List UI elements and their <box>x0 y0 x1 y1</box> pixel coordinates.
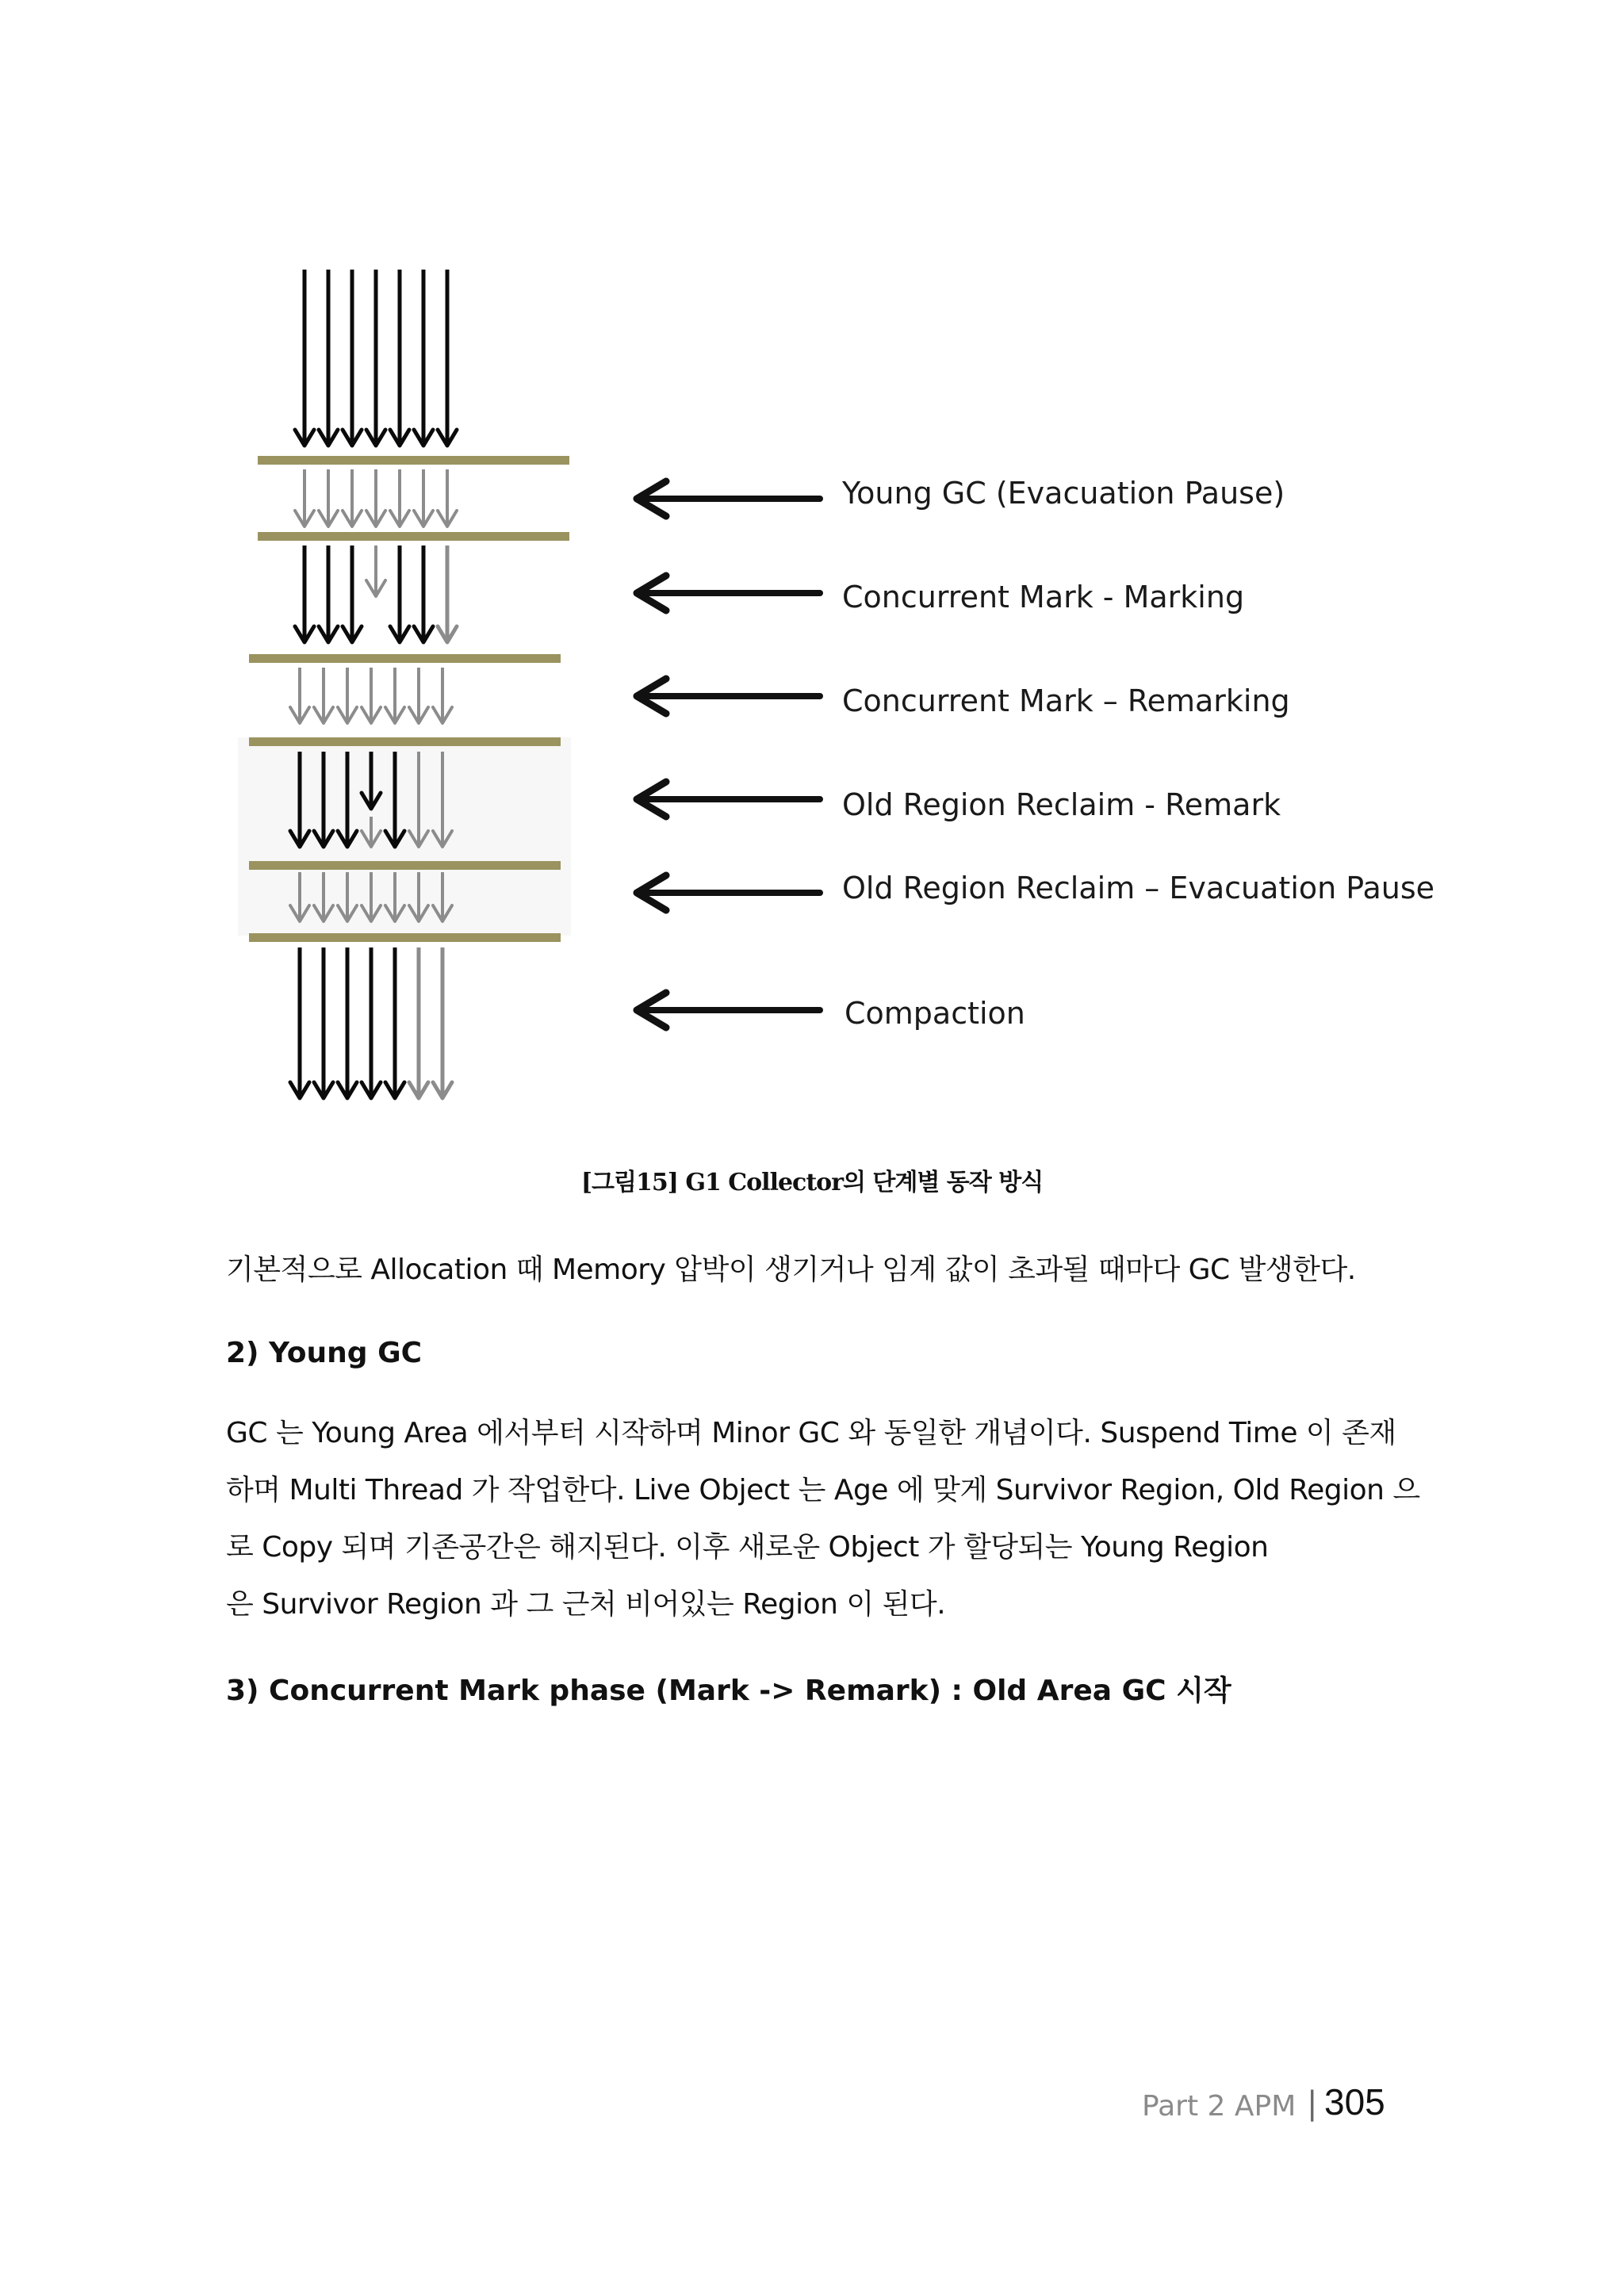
paragraph-line: 로 Copy 되며 기존공간은 해지된다. 이후 새로운 Object 가 할당되는 Young Region <box>226 1531 1269 1564</box>
down-arrow <box>390 469 409 526</box>
stage-pointer-arrow <box>637 875 820 910</box>
section-heading-young-gc: 2) Young GC <box>226 1337 423 1369</box>
down-arrow <box>433 668 452 723</box>
stage-pointer-arrow <box>637 993 820 1028</box>
stage-label-concurrent-marking: Concurrent Mark - Marking <box>842 580 1245 614</box>
phase-divider-bar <box>258 456 569 465</box>
footer-separator: | <box>1307 2085 1318 2122</box>
down-arrow <box>314 668 333 723</box>
down-arrow <box>390 545 409 642</box>
young-gc-paragraph <box>226 1405 1420 1633</box>
down-arrow <box>438 545 457 642</box>
down-arrow <box>390 270 409 446</box>
page-number: 305 <box>1324 2081 1385 2123</box>
intro-text: 기본적으로 Allocation 때 Memory 압박이 생기거나 임계 값이 초과될 때마다 GC 발생한다. <box>226 1254 1356 1286</box>
down-arrow <box>290 947 309 1098</box>
down-arrow <box>319 545 338 642</box>
down-arrow <box>319 469 338 526</box>
down-arrow <box>295 270 314 446</box>
down-arrow <box>343 270 362 446</box>
stage-pointer-arrow <box>637 679 820 714</box>
down-arrow <box>343 545 362 642</box>
phase-divider-bars <box>249 456 569 942</box>
down-arrow <box>366 270 385 446</box>
down-arrow <box>433 947 452 1098</box>
object-arrows <box>290 270 457 1098</box>
phase-divider-bar <box>249 861 561 870</box>
paragraph-line: GC 는 Young Area 에서부터 시작하며 Minor GC 와 동일한 개념이다. Suspend Time 이 존재 <box>226 1417 1396 1449</box>
stage-label-concurrent-remarking: Concurrent Mark – Remarking <box>842 683 1290 718</box>
down-arrow <box>438 270 457 446</box>
down-arrow <box>414 270 433 446</box>
down-arrow <box>438 469 457 526</box>
down-arrow <box>290 668 309 723</box>
down-arrow <box>385 947 404 1098</box>
phase-divider-bar <box>258 532 569 541</box>
phase-divider-bar <box>249 737 561 746</box>
phase-divider-bar <box>249 933 561 942</box>
down-arrow <box>362 668 381 723</box>
down-arrow <box>295 545 314 642</box>
paragraph-line: 은 Survivor Region 과 그 근처 비어있는 Region 이 된다. <box>226 1588 946 1621</box>
footer-part-label: Part 2 APM <box>1142 2090 1297 2123</box>
down-arrow <box>366 545 385 596</box>
down-arrow <box>409 947 428 1098</box>
down-arrow <box>338 668 357 723</box>
stage-pointer-arrow <box>637 576 820 611</box>
paragraph-line: 하며 Multi Thread 가 작업한다. Live Object 는 Age 에 맞게 Survivor Region, Old Region 으 <box>226 1474 1420 1506</box>
stage-label-young-gc: Young GC (Evacuation Pause) <box>842 476 1285 511</box>
stage-label-old-reclaim-remark: Old Region Reclaim - Remark <box>842 787 1281 822</box>
phase-divider-bar <box>249 654 561 663</box>
down-arrow <box>409 668 428 723</box>
stage-labels <box>841 476 1434 1031</box>
stage-pointer-arrow <box>637 782 820 817</box>
stage-pointer-arrows <box>637 481 820 1028</box>
stage-label-old-reclaim-evacuation: Old Region Reclaim – Evacuation Pause <box>842 871 1435 905</box>
section-heading-concurrent-mark: 3) Concurrent Mark phase (Mark -> Remark) : Old Area GC 시작 <box>226 1675 1231 1707</box>
figure-caption: [그림15] G1 Collector의 단계별 동작 방식 <box>580 1169 1044 1196</box>
down-arrow <box>366 469 385 526</box>
stage-pointer-arrow <box>637 481 820 516</box>
stage-label-compaction: Compaction <box>845 996 1025 1031</box>
intro-paragraph <box>226 1242 1400 1299</box>
down-arrow <box>343 469 362 526</box>
down-arrow <box>295 469 314 526</box>
down-arrow <box>319 270 338 446</box>
down-arrow <box>314 947 333 1098</box>
down-arrow <box>362 947 381 1098</box>
down-arrow <box>414 545 433 642</box>
down-arrow <box>385 668 404 723</box>
down-arrow <box>338 947 357 1098</box>
down-arrow <box>414 469 433 526</box>
